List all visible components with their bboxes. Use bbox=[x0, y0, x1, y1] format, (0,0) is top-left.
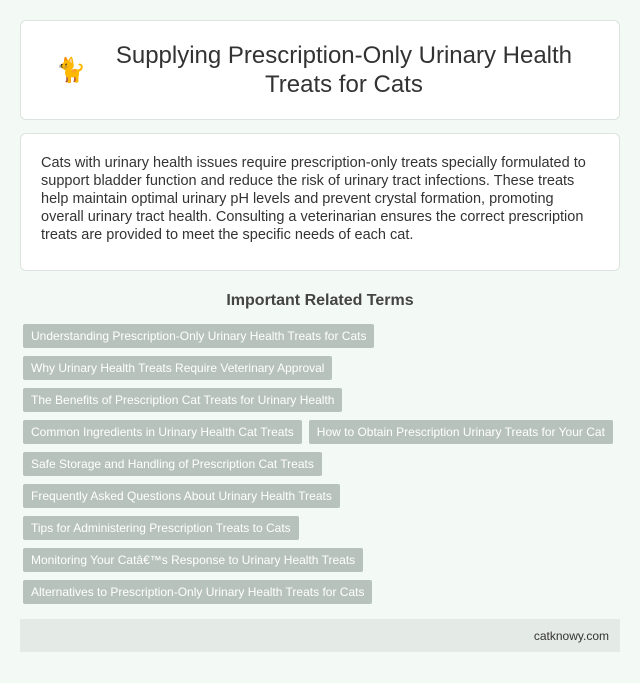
page-title: Supplying Prescription-Only Urinary Health Treats for Cats bbox=[115, 42, 573, 98]
footer bbox=[20, 619, 620, 652]
term-tag[interactable]: Monitoring Your Catâ€™s Response to Urinary Health Treats bbox=[23, 548, 363, 572]
term-row bbox=[23, 452, 623, 476]
term-row bbox=[23, 580, 623, 604]
term-row bbox=[23, 324, 623, 348]
cat-icon: 🐈 bbox=[56, 56, 86, 84]
title-wrap bbox=[56, 41, 584, 99]
term-tag[interactable]: Common Ingredients in Urinary Health Cat Treats bbox=[23, 420, 302, 444]
description-text: Cats with urinary health issues require prescription-only treats specially formulated to support bladder function and reduce the risk of urinary tract infections. These treats help maintain optimal urinary pH levels and prevent crystal formation, promoting overall urinary tract health. Consulting a veterinarian ensures the correct prescription treats are provided to meet the specific needs of each cat. bbox=[41, 155, 586, 243]
title-card bbox=[20, 20, 620, 120]
term-row bbox=[23, 356, 623, 380]
description-card bbox=[20, 133, 620, 271]
term-tag[interactable]: Alternatives to Prescription-Only Urinary Health Treats for Cats bbox=[23, 580, 372, 604]
term-tag[interactable]: The Benefits of Prescription Cat Treats for Urinary Health bbox=[23, 388, 342, 412]
site-link[interactable]: catknowy.com bbox=[533, 628, 609, 643]
term-row bbox=[23, 420, 623, 444]
term-tag[interactable]: Safe Storage and Handling of Prescription Cat Treats bbox=[23, 452, 322, 476]
term-row bbox=[23, 484, 623, 508]
term-row bbox=[23, 388, 623, 412]
term-row bbox=[23, 548, 623, 572]
term-tag[interactable]: Tips for Administering Prescription Treats to Cats bbox=[23, 516, 299, 540]
term-tag[interactable]: Frequently Asked Questions About Urinary Health Treats bbox=[23, 484, 340, 508]
term-row bbox=[23, 516, 623, 540]
term-tag[interactable]: Why Urinary Health Treats Require Veterinary Approval bbox=[23, 356, 332, 380]
term-tag[interactable]: How to Obtain Prescription Urinary Treats for Your Cat bbox=[309, 420, 613, 444]
term-tag[interactable]: Understanding Prescription-Only Urinary Health Treats for Cats bbox=[23, 324, 374, 348]
related-terms-heading: Important Related Terms bbox=[226, 292, 414, 309]
related-terms-list bbox=[23, 324, 623, 612]
